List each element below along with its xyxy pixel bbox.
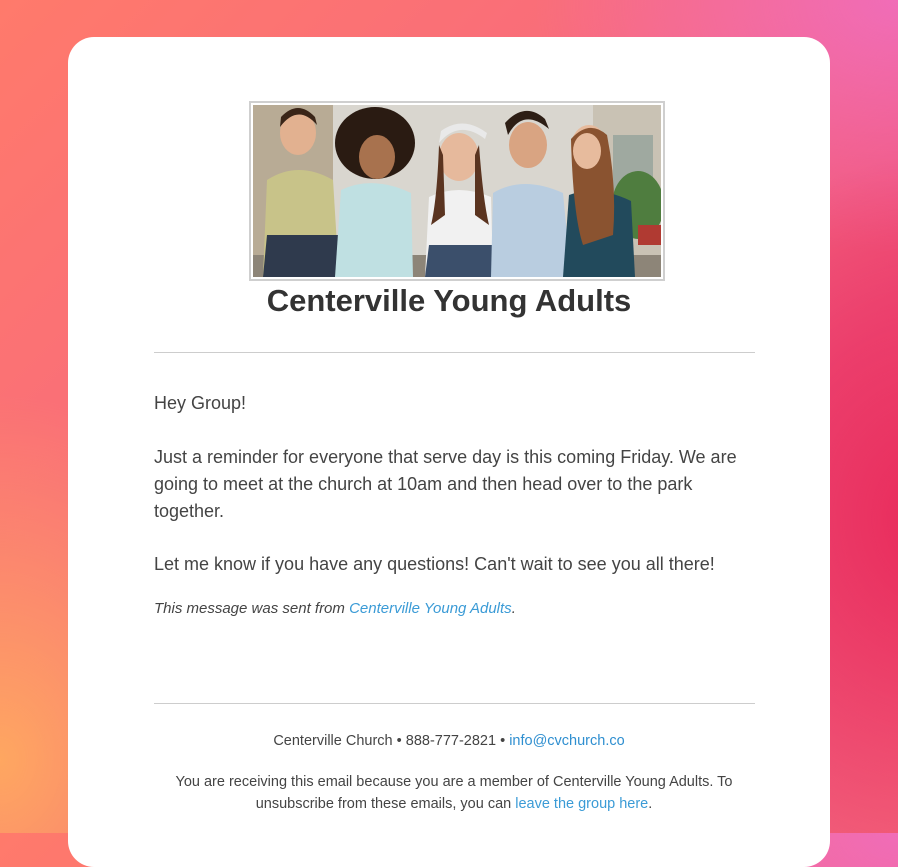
sent-from-suffix: . [511, 600, 516, 617]
group-link[interactable]: Centerville Young Adults [349, 600, 512, 617]
notice-suffix: . [648, 796, 653, 812]
footer-separator: • [496, 733, 510, 749]
message-paragraph-1: Just a reminder for everyone that serve day is this coming Friday. We are going to meet at the church at 10am and then head over to the park together. [154, 447, 737, 521]
church-email-link[interactable]: info@cvchurch.co [509, 733, 625, 749]
footer-divider [154, 703, 755, 704]
header-photo-frame [249, 101, 665, 281]
message-paragraph-2: Let me know if you have any questions! Can't wait to see you all there! [154, 554, 715, 574]
footer-contact-line [68, 733, 830, 749]
email-card [68, 37, 830, 867]
sent-from-note [154, 600, 516, 617]
group-title: Centerville Young Adults [266, 283, 632, 318]
group-photo [253, 105, 661, 277]
header-divider [154, 352, 755, 353]
leave-group-link[interactable]: leave the group here [515, 796, 649, 812]
church-name: Centerville Church [273, 733, 393, 749]
sent-from-prefix: This message was sent from [154, 600, 350, 617]
greeting-text: Hey Group! [154, 393, 247, 413]
unsubscribe-notice [164, 771, 744, 815]
footer-separator: • [392, 733, 406, 749]
church-phone: 888-777-2821 [405, 733, 497, 749]
notice-text: You are receiving this email because you are a member of Centerville Young Adults. To unsubscribe from these emails, you can [175, 774, 733, 812]
